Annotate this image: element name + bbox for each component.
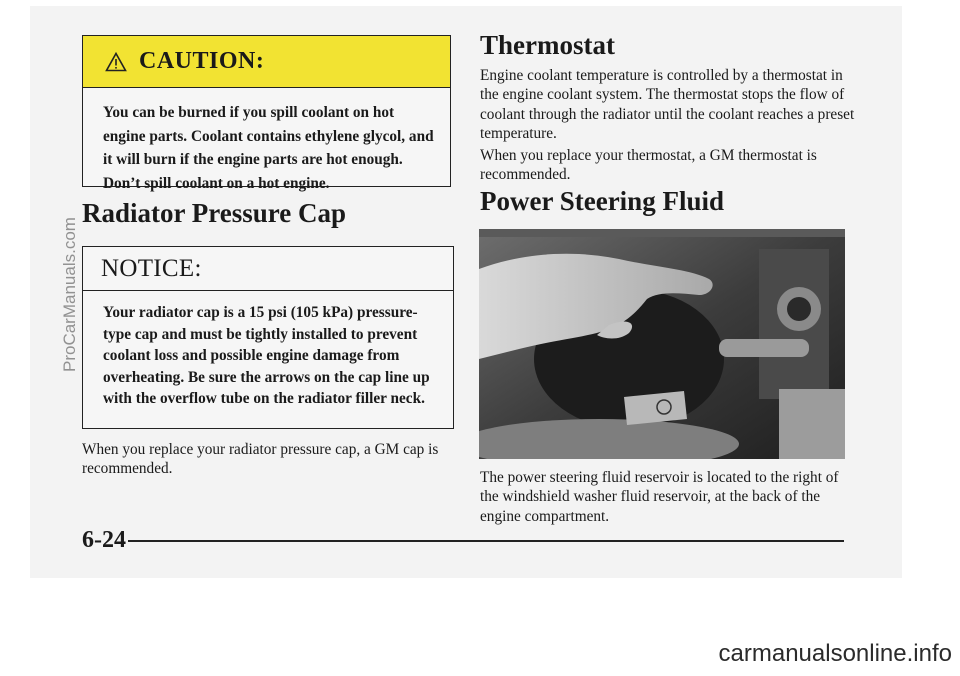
power-steering-reservoir-photo [479, 229, 845, 459]
radiator-cap-heading: Radiator Pressure Cap [82, 198, 347, 228]
notice-title: NOTICE: [101, 254, 202, 282]
radiator-cap-paragraph: When you replace your radiator pressure cap, a GM cap is recommended. [82, 441, 439, 477]
thermostat-heading: Thermostat [480, 30, 615, 60]
caution-box [82, 35, 451, 192]
notice-text: Your radiator cap is a 15 psi (105 kPa) pressure-type cap and must be tightly installed to prevent coolant loss and possible engine damage from overheating. Be sure the arrows on the cap line up with the overflow tube on the radiator filler neck. [103, 304, 430, 407]
footer-rule [128, 540, 844, 542]
bottom-watermark: carmanualsonline.info [718, 640, 952, 667]
caution-header [83, 36, 450, 88]
vertical-watermark: ProCarManuals.com [60, 217, 79, 372]
power-steering-caption: The power steering fluid reservoir is located to the right of the windshield washer fluid reservoir, at the back of the engine compartment. [480, 469, 839, 525]
warning-triangle-icon [105, 52, 127, 72]
notice-box [82, 246, 454, 429]
caution-title: CAUTION: [139, 48, 265, 74]
notice-header [83, 247, 453, 291]
power-steering-heading: Power Steering Fluid [480, 186, 724, 216]
thermostat-paragraph-1: Engine coolant temperature is controlled by a thermostat in the engine coolant system. The thermostat stops the flow of coolant through the radiator until the coolant reaches a preset temperature. [480, 67, 855, 143]
caution-text: You can be burned if you spill coolant on hot engine parts. Coolant contains ethylene glycol, and it will burn if the engine parts are hot enough. Don’t spill coolant on a hot engine. [103, 104, 434, 192]
thermostat-paragraph-2: When you replace your thermostat, a GM thermostat is recommended. [480, 147, 817, 184]
page-number: 6-24 [82, 527, 126, 553]
